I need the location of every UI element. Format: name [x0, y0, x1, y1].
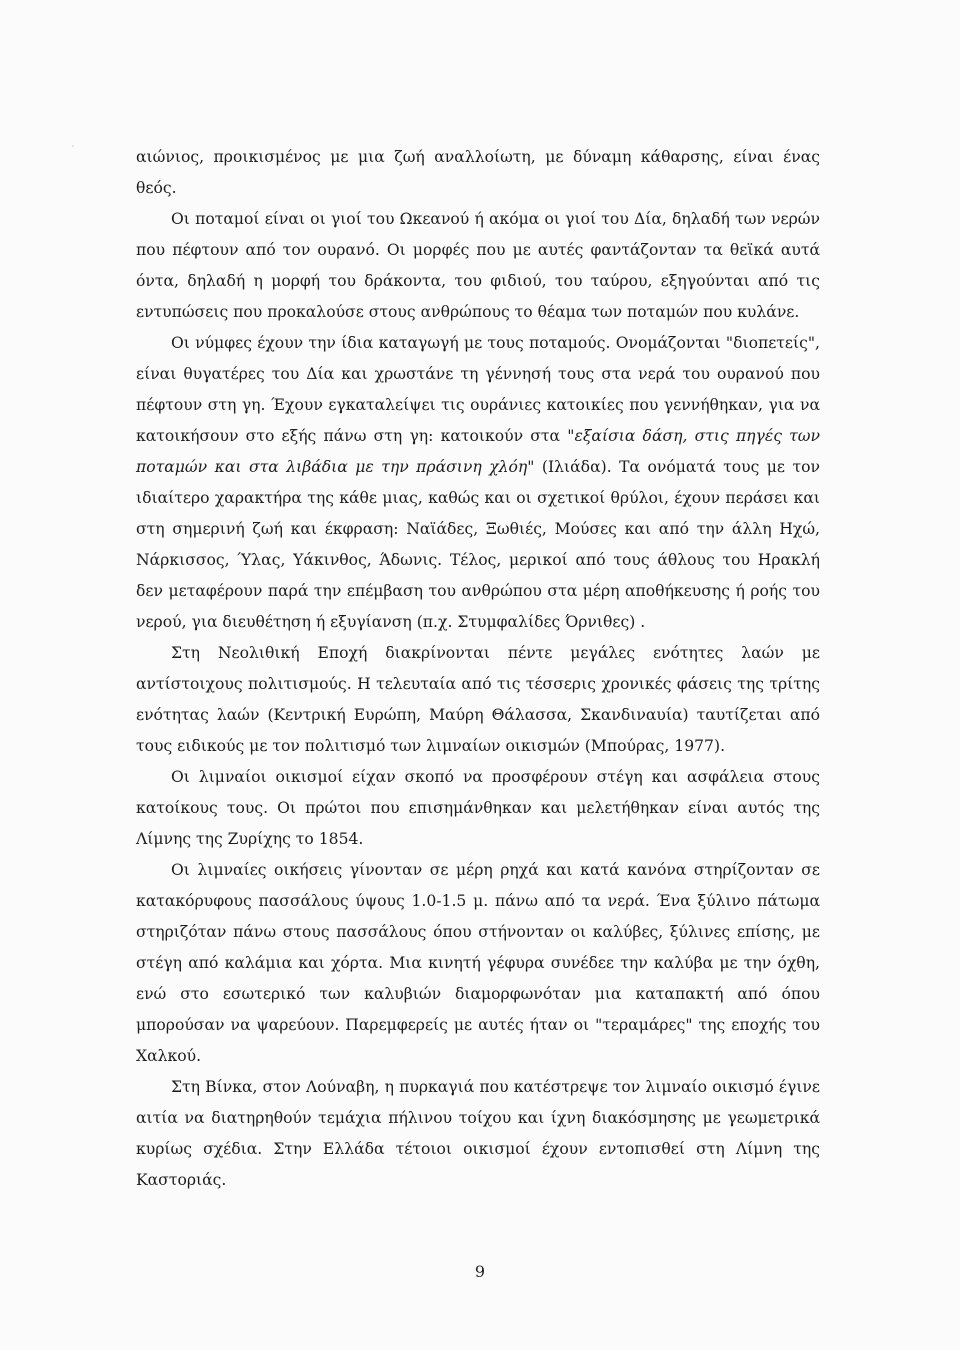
paragraph-vinca: Στη Βίνκα, στον Λούναβη, η πυρκαγιά που κατέστρεψε τον λιμναίο οικισμό έγινε αιτία να διατηρηθούν τεμάχια πήλινου τοίχου και ίχνη διακόσμησης με γεωμετρικά κυρίως σχέδια. Στην Ελλάδα τέτοιοι οικισμοί έχουν εντοπισθεί στη Λίμνη της Καστοριάς. [136, 1078, 820, 1189]
page-number: 9 [474, 1262, 486, 1281]
nymphs-text: Οι νύμφες έχουν την ίδια καταγωγή με τους ποταμούς. Ονομάζονται "διοπετείς", είναι θυγατέρες του Δία και χρωστάνε τη γέννησή τους στα νερά του ουρανού που πέφτουν στη γη. Έχουν εγκαταλείψει τις ουράνιες κατοικίες που γεννήθηκαν, για να κατοικήσουν στο εξής πάνω στη γη: κατοικούν στα [136, 334, 820, 445]
paragraph-lake-dwellings: Οι λιμναίες οικήσεις γίνονταν σε μέρη ρηχά και κατά κανόνα στηρίζονταν σε κατακόρυφους πασσάλους ύψους 1.0-1.5 μ. πάνω από τα νερά. Ένα ξύλινο πάτωμα στηριζόταν πάνω στους πασσάλους όπου στήνονταν οι καλύβες, ξύλινες επίσης, με στέγη από καλάμια και χόρτα. Μια κινητή γέφυρα συνέδεε την καλύβα με την όχθη, ενώ στο εσωτερικό των καλυβιών διαμορφωνόταν μια καταπακτή από όπου μπορούσαν να ψαρεύουν. Παρεμφερείς με αυτές ήταν οι "τεραμάρες" της εποχής του Χαλκού. [136, 861, 820, 1065]
iliad-source: (Ιλιάδα). [534, 458, 620, 476]
paragraph-neolithic: Στη Νεολιθική Εποχή διακρίνονται πέντε μεγάλες ενότητες λαών με αντίστοιχους πολιτισμούς. Η τελευταία από τις τέσσερις χρονικές φάσεις της τρίτης ενότητας λαών (Κεντρική Ευρώπη, Μαύρη Θάλασσα, Σκανδιναυία) ταυτίζεται από τους ειδικούς με τον πολιτισμό των λιμναίων οικισμών (Μπούρας, 1977). [136, 644, 820, 755]
nymphs-rest: Τα ονόματά τους με τον ιδιαίτερο χαρακτήρα της κάθε μιας, καθώς και οι σχετικοί θρύλοι, έχουν περάσει και στη σημερινή ζωή και έκφραση: Ναϊάδες, Ξωθιές, Μούσες και από την άλλη Ηχώ, Νάρκισσος, Ύλας, Υάκινθος, Άδωνις. Τέλος, μερικοί από τους άθλους του Ηρακλή δεν μεταφέρουν παρά την επέμβαση του ανθρώπου στα μέρη αποθήκευσης ή ροής του νερού, για διευθέτηση ή εξυγίανση (π.χ. Στυμφαλίδες Όρνιθες) . [136, 458, 820, 631]
paragraph-nymphs [136, 328, 820, 638]
paragraph-rivers: Οι ποταμοί είναι οι γιοί του Ωκεανού ή ακόμα οι γιοί του Δία, δηλαδή των νερών που πέφτουν από τον ουρανό. Οι μορφές που με αυτές φαντάζονταν τα θεϊκά αυτά όντα, δηλαδή η μορφή του δράκοντα, του φιδιού, του ταύρου, εξηγούνται από τις εντυπώσεις που προκαλούσε στους ανθρώπους το θέαμα των ποταμών που κυλάνε. [136, 210, 820, 321]
scan-speck [72, 145, 74, 147]
paragraph-lake-settlements: Οι λιμναίοι οικισμοί είχαν σκοπό να προσφέρουν στέγη και ασφάλεια στους κατοίκους τους. Οι πρώτοι που επισημάνθηκαν και μελετήθηκαν είναι αυτός της Λίμνης της Ζυρίχης το 1854. [136, 768, 820, 848]
iliad-quote: "εξαίσια δάση, στις πηγές των ποταμών και στα λιβάδια με την πράσινη χλόη" [136, 427, 820, 476]
body-text [136, 142, 820, 1196]
paragraph-continuation: αιώνιος, προικισμένος με μια ζωή αναλλοίωτη, με δύναμη κάθαρσης, είναι ένας θεός. [136, 148, 820, 197]
